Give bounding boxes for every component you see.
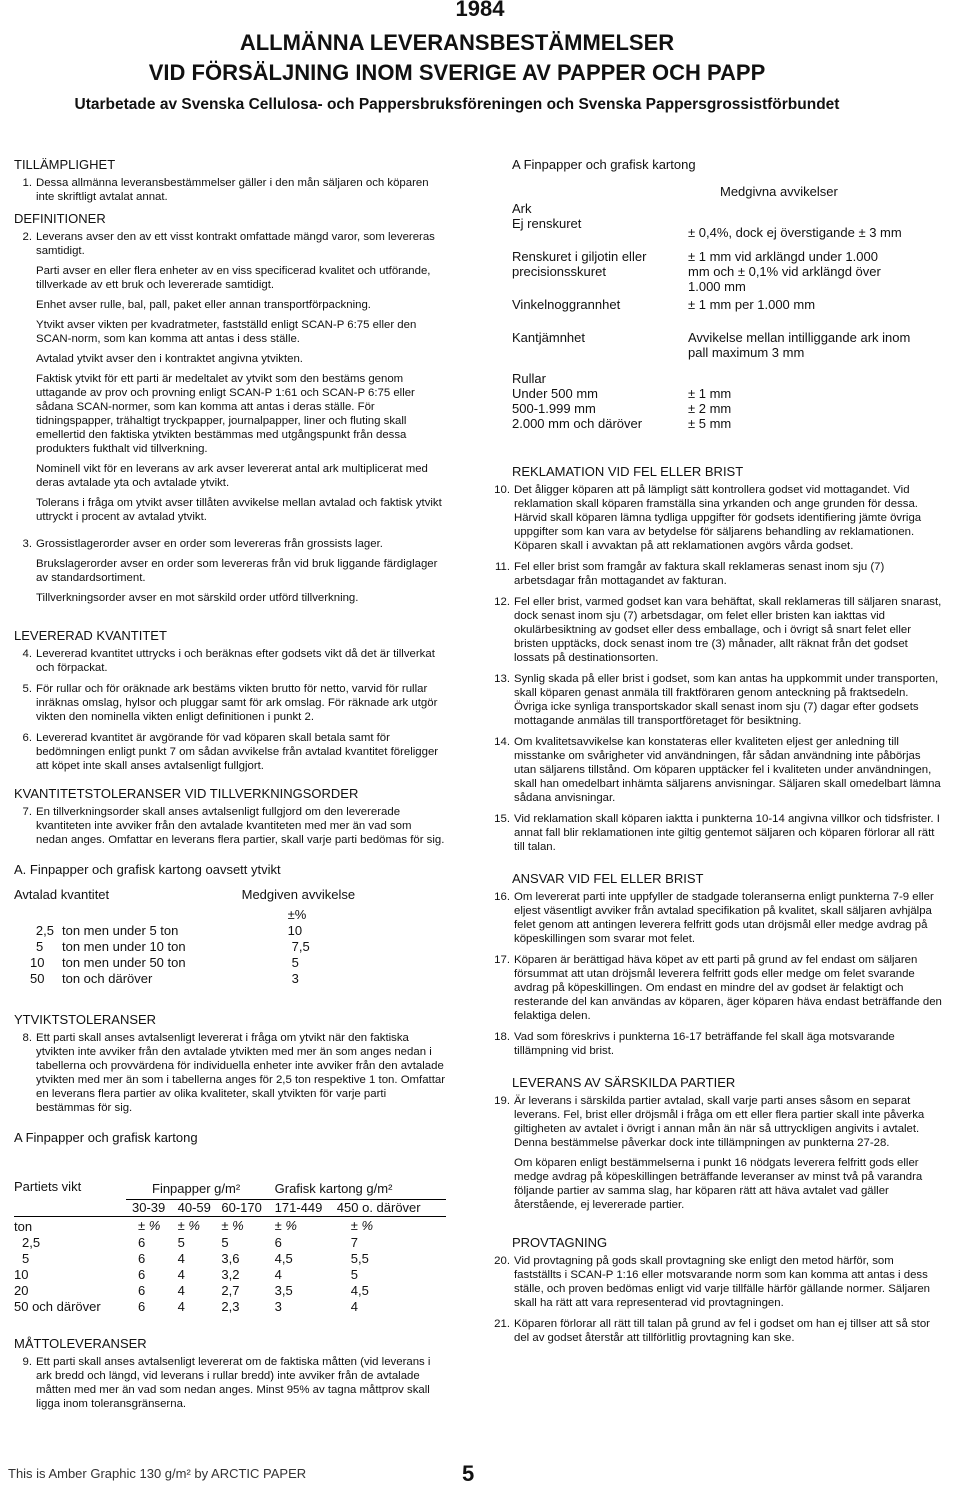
cell: 4 xyxy=(177,1282,185,1298)
right-column xyxy=(492,158,942,1352)
cell: 4 xyxy=(177,1266,185,1282)
def-ytvikt: Ytvikt avser vikten per kvadratmeter, fastställd enligt SCAN-P 6:75 eller den SCAN-norm, som kan komma att antas i dess ställe. xyxy=(36,319,417,345)
cell: ton men under 5 ton xyxy=(62,923,179,938)
col-header: Medgivna avvikelser xyxy=(720,184,838,199)
clause-text: Vad som föreskrivs i punkterna 16-17 beträffande fel skall äga motsvarande tillämpning vid brist. xyxy=(514,1031,895,1057)
cell: 6 xyxy=(274,1234,282,1250)
row-group-label: Rullar xyxy=(512,371,546,386)
cell: 2,3 xyxy=(221,1298,240,1314)
cell: ± % xyxy=(274,1217,297,1233)
cell: ± % xyxy=(177,1217,200,1233)
clause-15: 15. Vid reklamation skall köparen iaktta i punkterna 10-14 angivna villkor och tidsfrister. I annat fall blir reklamationen inte giltig gentemot säljaren och köparen förlorar all rätt till talan. xyxy=(492,812,942,854)
heading-tillamplighet: TILLÄMPLIGHET xyxy=(14,157,116,172)
clause-text: Köparen förlorar all rätt till talan på grund av fel i godset om han ej tillser att så stor del av godset återstår att tillförlitlig provtagning kan ske. xyxy=(514,1318,930,1344)
range-cell: 171-449 xyxy=(275,1199,337,1216)
clause-5: 5. För rullar och för oräknade ark bestäms vikten brutto för netto, varvid för rullar inräknas omslag, hylsor och pluggar samt för ark omslag. För räknade ark utgör vikten den nominella vikten enligt definitionen i punkt 2. xyxy=(14,682,446,724)
table-row xyxy=(14,1299,446,1315)
clause-text: Fel eller brist, varmed godset kan vara behäftat, skall reklameras till säljaren snarast, dock senast inom sju (7) arbetsdagar, om felet eller bristen kan iakttas vid okulärbesiktning av godset eller dess emballage, och i övrigt så snart felet eller bristen upptäcks, dock senast inom tre (3) månader, allt räknat från det godset lossats på destinationsorten. xyxy=(514,596,942,664)
cell: 6 xyxy=(138,1266,146,1282)
table-row xyxy=(14,1216,446,1235)
cell: ± 0,4%, dock ej överstigande ± 3 mm xyxy=(688,225,902,240)
cell: Ej renskuret xyxy=(512,216,582,231)
def-tillverkningsorder: Tillverkningsorder avser en mot särskild order utförd tillverkning. xyxy=(36,592,359,604)
cell: 6 xyxy=(138,1282,146,1298)
cell: 2,5 xyxy=(35,923,54,938)
table-row xyxy=(512,401,942,416)
cell: 4 xyxy=(350,1298,359,1314)
cell: Kantjämnhet xyxy=(512,330,585,345)
heading-mattoleveranser: MÅTTOLEVERANSER xyxy=(14,1335,147,1351)
def-avtalad-ytvikt: Avtalad ytvikt avser den i kontraktet angivna ytvikten. xyxy=(36,353,303,365)
heading-reklamation: REKLAMATION VID FEL ELLER BRIST xyxy=(512,464,744,479)
clause-17: 17. Köparen är berättigad häva köpet av ett parti på grund av fel endast om säljaren försummat att utan dröjsmål leverera felfritt gods eller medge om felet svarande avdrag på köpeskillingen. Om endast en mindre del av godset är felaktigt och resterande del kan användas av köparen, äger köparen häva endast beträffande den felaktiga delen. xyxy=(494,954,942,1022)
cell: 3,5 xyxy=(274,1282,293,1298)
col-header: Finpapper g/m² xyxy=(152,1180,241,1196)
clause-14: 14. Om kvalitetsavvikelse kan konstateras eller kvaliteten eljest ger anledning till misstanke om svårigheter vid användningen, får sådan användning inte påbörjas utan säljarens tillstånd. Om köparen upptäcker fel i kvaliteten under användningen, skall han omedelbart inhämta säljarens anvisningar. Säljaren skall omedelbart lämna sådana anvisningar. xyxy=(494,736,941,804)
clause-text: Fel eller brist som framgår av faktura skall reklameras senast inom sju (7) arbetsdagar från mottagandet av fakturan. xyxy=(514,561,885,587)
def-grossistlagerorder: Grossistlagerorder avser en order som levereras från grossists lager. xyxy=(36,538,383,550)
cell: 20 xyxy=(14,1282,29,1298)
table-row xyxy=(14,1267,446,1283)
cell: 10 xyxy=(30,955,45,970)
heading-definitioner: DEFINITIONER xyxy=(14,211,106,226)
range-cell: 30-39 xyxy=(126,1199,178,1216)
clause-text: För rullar och för oräknade ark bestäms vikten brutto för netto, varvid för rullar inräknas omslag, hylsor och pluggar samt för ark omslag. För räknade ark utgör vikten den nominella vikten enligt definitionen i punkt 2. xyxy=(36,683,438,723)
table-a-heading: A. Finpapper och grafisk kartong oavsett ytvikt xyxy=(14,862,281,877)
col-header: Grafisk kartong g/m² xyxy=(274,1180,393,1196)
clause-text: Om levererat parti inte uppfyller de stadgade toleranserna enligt punkterna 7-9 eller eljest väsentligt avviker från avtalad specifikation på kvalitet, skall säljaren avhjälpa felet genom att antingen leverera felfritt gods utan dröjsmål eller medge avdrag på köpeskillingen som svarar mot felet. xyxy=(514,891,934,945)
cell: 50 och däröver xyxy=(14,1298,101,1314)
page-title: ALLMÄNNA LEVERANSBESTÄMMELSER xyxy=(239,30,675,55)
def-enhet: Enhet avser rulle, bal, pall, paket eller annan transportförpackning. xyxy=(36,299,371,311)
cell: 5 xyxy=(291,955,299,970)
table-row xyxy=(14,1283,446,1299)
cell: ± 5 mm xyxy=(688,416,732,431)
cell: ± % xyxy=(221,1217,244,1233)
cell: 6 xyxy=(138,1250,146,1266)
table-row xyxy=(512,416,942,431)
heading-provtagning: PROVTAGNING xyxy=(512,1235,608,1250)
table-row xyxy=(512,297,942,330)
heading-ytviktstoleranser: YTVIKTSTOLERANSER xyxy=(14,1012,157,1027)
clause-10: 10. Det åligger köparen att på lämpligt sätt kontrollera godset vid mottagandet. Vid reklamation skall köparen framställa sina yrkanden och ange grunden för dessa. Härvid skall köparen lämna tydliga uppgifter för godsets identifiering jämte övriga uppgifter som kan vara av betydelse för säljarens behandling av reklamationen. Köparen skall i avvaktan på att reklamationen avgörs vårda godset. xyxy=(492,483,942,553)
def-brukslagerorder: Brukslagerorder avser en order som levereras från vid bruk liggande färdiglager av standardsortiment. xyxy=(36,558,438,584)
cell: Renskuret i giljotin eller precisionsskuret xyxy=(512,249,647,279)
table-row xyxy=(14,1251,446,1267)
clause-text: Levererad kvantitet uttrycks i och beräknas efter godsets vikt då det är tillverkat och förpackat. xyxy=(36,648,435,674)
cell: ± % xyxy=(138,1217,161,1233)
basis-weight-tolerance-table xyxy=(14,1179,446,1315)
cell: 5 xyxy=(177,1234,185,1250)
year: 1984 xyxy=(455,0,505,21)
cell: 5 xyxy=(350,1266,359,1282)
quantity-tolerance-table xyxy=(14,887,394,987)
table-row xyxy=(14,939,394,955)
clause-text: Är leverans i särskilda partier avtalad, skall varje parti anses såsom en separat leverans. Fel, brist eller dröjsmål i fråga om ett eller flera partier skall inte påverka giltigheten av avtalet i övrigt i annan mån än när så uttryckligen angivits i avtalet. Denna bestämmelse påverkar dock inte tillämpningen av punkterna 27-28. xyxy=(514,1095,925,1149)
clause-text: Om köparen enligt bestämmelserna i punkt 16 nödgats leverera felfritt gods eller medge avdrag på köpeskillingen beträffande leveranser av minst två på varandra följande partier av samma slag, har köparen rätt att häva avtalet vad gäller återstående, ej levererade partier. xyxy=(514,1157,923,1211)
cell: 50 xyxy=(30,971,45,986)
cell: 500-1.999 mm xyxy=(512,401,596,416)
def-leverans: Leverans avser den av ett visst kontrakt omfattade mängd varor, som levereras samtidigt. xyxy=(36,231,435,257)
def-nominell-vikt: Nominell vikt för en leverans av ark avser levererat antal ark multiplicerat med deras avtalade yta och avtalade ytvikt. xyxy=(36,463,428,489)
cell: Avvikelse mellan intilliggande ark inom pall maximum 3 mm xyxy=(688,330,911,360)
clause-text: Synlig skada på eller brist i godset, som kan antas ha uppkommit under transporten, skall köparen genast anmäla till fraktföraren genom anteckning på fraktsedeln. Övriga icke synliga transportskador skall senast inom sju (7) dagar efter godsets mottagande anmälas till transportföretaget för besiktning. xyxy=(514,673,939,727)
row-group-label: Ark xyxy=(512,201,532,216)
cell: 6 xyxy=(138,1234,146,1250)
heading-kvantitetstoleranser: KVANTITETSTOLERANSER VID TILLVERKNINGSORDER xyxy=(14,786,359,801)
cell: 3,2 xyxy=(221,1266,240,1282)
cell: ± % xyxy=(350,1217,374,1233)
cell: 10 xyxy=(14,1266,29,1282)
cell: ton xyxy=(14,1218,33,1234)
cell: 10 xyxy=(287,923,303,938)
unit-label: ±% xyxy=(287,907,307,922)
cell: ± 1 mm vid arklängd under 1.000 mm och ± 0,1% vid arklängd över 1.000 mm xyxy=(688,249,881,294)
clause-20: 20. Vid provtagning på gods skall provtagning ske enligt den metod härför, som fastställts i SCAN-P 1:16 eller motsvarande norm som kan komma att antas i dess ställe, och proven bedömas enligt vid varje tillfälle härför gällande normer. Säljaren skall ha rätt att vara representerad vid provtagningen. xyxy=(492,1254,942,1310)
cell: 7 xyxy=(350,1234,359,1250)
cell: 2,7 xyxy=(221,1282,240,1298)
table-row xyxy=(512,249,942,297)
clause-text: Om kvalitetsavvikelse kan konstateras eller kvaliteten eljest ger anledning till misstanke om svårigheter vid användningen, får sådan användning inte påbörjas utan säljarens tillstånd. Om köparen upptäcker fel i kvaliteten under användningen, skall han omedelbart inhämta säljarens anvisningar. Säljaren skall omedelbart lämna sådana anvisningar. xyxy=(514,736,941,804)
clause-text: Vid reklamation skall köparen iaktta i punkterna 10-14 angivna villkor och tidsfrister. I annat fall blir reklamationen inte giltig gentemot säljaren och köparen förlorar all rätt till talan. xyxy=(514,813,940,853)
clause-13: 13. Synlig skada på eller brist i godset, som kan antas ha uppkommit under transporten, skall köparen genast anmäla till fraktföraren genom anteckning på fraktsedeln. Övriga icke synliga transportskador skall senast inom sju (7) dagar efter godsets mottagande anmälas till transportföretaget för besiktning. xyxy=(492,672,942,728)
cell: 4 xyxy=(274,1266,282,1282)
cell: 6 xyxy=(138,1298,146,1314)
clause-19: 19. Är leverans i särskilda partier avtalad, skall varje parti anses såsom en separat leverans. Fel, brist eller dröjsmål i fråga om ett eller flera partier skall inte påverka giltigheten av avtalet i övrigt i annan mån än när så uttryckligen angivits i avtalet. Denna bestämmelse påverkar dock inte tillämpningen av punkterna 27-28. Om köparen enligt bestämmelserna i punkt 16 nödgats leverera felfritt gods eller medge avdrag på köpeskillingen beträffande leveranser av minst två på varandra följande partier av samma slag, har köparen rätt att häva avtalet vad gäller återstående, ej levererade partier. xyxy=(492,1094,942,1218)
clause-text: Dessa allmänna leveransbestämmelser gäller i den mån säljaren och köparen inte skriftligt avtalat annat. xyxy=(36,177,429,203)
cell: 3 xyxy=(274,1298,282,1314)
table-row xyxy=(512,330,942,371)
footer-note: This is Amber Graphic 130 g/m² by ARCTIC PAPER xyxy=(8,1466,307,1481)
cell: 3,6 xyxy=(221,1250,240,1266)
cell: ton och däröver xyxy=(62,971,153,986)
page-title-line2: VID FÖRSÄLJNING INOM SVERIGE AV PAPPER OCH PAPP xyxy=(148,60,766,85)
cell: 2.000 mm och däröver xyxy=(512,416,643,431)
col-header: Avtalad kvantitet xyxy=(14,887,110,902)
table-row xyxy=(14,971,394,987)
clause-text: En tillverkningsorder skall anses avtalsenligt fullgjord om den levererade kvantiteten inte avviker från den avtalade kvantiteten med mer än vad som nedan anges. Omfattar en leverans flera partier, skall varje parti bedömas för sig. xyxy=(36,806,445,846)
clause-text: Det åligger köparen att på lämpligt sätt kontrollera godset vid mottagandet. Vid reklamation skall köparen framställa sina yrkanden och ange grunden för dessa. Härvid skall köparen lämna tydliga uppgifter för godsets identifiering jämte övriga uppgifter som kan vara av betydelse för säljarens behandling av reklamationen. Köparen skall i avvaktan på att reklamationen avgörs vårda godset. xyxy=(514,484,922,552)
clause-18: 18. Vad som föreskrivs i punkterna 16-17 beträffande fel skall äga motsvarande tillämpning vid brist. xyxy=(492,1030,942,1058)
cell: 4 xyxy=(177,1250,185,1266)
cell: 5 xyxy=(221,1234,229,1250)
clause-text: Levererad kvantitet är avgörande för vad köparen skall betala samt för bedömningen enligt punkt 7 om sådan avvikelse från avtalad kvantitet föreligger att köpet inte skall anses avtalsenligt fullgjort. xyxy=(36,732,439,772)
range-cell: 60-170 xyxy=(221,1199,274,1216)
clause-text: Vid provtagning på gods skall provtagning ske enligt den metod härför, som fastställts i SCAN-P 1:16 eller motsvarande norm som kan komma att antas i dess ställe, och proven bedömas enligt vid varje tillfälle härför gällande normer. Säljaren skall ha rätt att vara representerad vid provtagningen. xyxy=(514,1255,930,1309)
cell: 4,5 xyxy=(274,1250,293,1266)
cell: ton men under 50 ton xyxy=(62,955,186,970)
col-header: Partiets vikt xyxy=(14,1179,82,1194)
cell: 5 xyxy=(22,1250,30,1266)
def-parti: Parti avser en eller flera enheter av en viss specificerad kvalitet och utförande, tillverkade av ett bruk och levererade samtidigt. xyxy=(36,265,431,291)
clause-text: Ett parti skall anses avtalsenligt levererat om de faktiska måtten (vid leverans i ark bredd och längd, vid leverans i rullar bredd) inte avviker från de avtalade måtten med mer än vad som nedan anges. Minst 95% av tagna måttprov skall ligga inom toleransgränserna. xyxy=(36,1355,431,1410)
cell: ton men under 10 ton xyxy=(62,939,186,954)
clause-11: 11. Fel eller brist som framgår av faktura skall reklameras senast inom sju (7) arbetsdagar från mottagandet av fakturan. xyxy=(492,560,942,588)
table-b-heading: A Finpapper och grafisk kartong xyxy=(14,1130,198,1145)
cell: Vinkelnoggrannhet xyxy=(512,297,621,312)
left-column xyxy=(14,158,446,1418)
table-row xyxy=(14,1235,446,1251)
page-number: 5 xyxy=(462,1461,475,1486)
clause-8: 8. Ett parti skall anses avtalsenligt levererat i fråga om ytvikt när den faktiska ytvikten inte avviker från den avtalade ytvikten med mer än som anges nedan i tabellerna och provvärdena för individuella enheter inte avviker från den avtalade ytvikten med mer än som i tabellerna anges för 2,5 ton respektive 1 ton. Omfattar en leverans flera partier av olika kvaliteter, skall ytvikten för varje parti bestämmas för sig. xyxy=(22,1032,445,1114)
cell: 4,5 xyxy=(350,1282,369,1298)
cell: 4 xyxy=(177,1298,185,1314)
table-row xyxy=(14,923,394,939)
cell: 2,5 xyxy=(22,1234,41,1250)
range-cell: 450 o. däröver xyxy=(337,1199,446,1216)
clause-text: Köparen är berättigad häva köpet av ett parti på grund av fel endast om säljaren försummat att utan dröjsmål leverera felfritt gods eller medge om felet svarande avdrag på köpeskillingen. Om endast en mindre del av godset är felaktigt och resterande del kan användas av köparen, äger köparen häva endast beträffande den felaktiga delen. xyxy=(514,954,942,1022)
clause-7: 7. En tillverkningsorder skall anses avtalsenligt fullgjord om den levererade kvantiteten inte avviker från den avtalade kvantiteten med mer än vad som nedan anges. Omfattar en leverans flera partier, skall varje parti bedömas för sig. xyxy=(22,806,445,846)
def-faktisk-ytvikt: Faktisk ytvikt för ett parti är medeltalet av ytvikt som den bestäms genom uttagande av prov och provning enligt SCAN-P 1:61 och SCAN-P 6:75 eller sådana SCAN-normer, som kan komma att antas i deras ställe. För tidningspapper, trähaltigt tryckpapper, journalpapper, liner och fluting skall emellertid den faktiska ytvikten bestämmas med utgångspunkt från dessa produkters fukthalt vid tillverkning. xyxy=(36,373,415,455)
clause-9: 9. Ett parti skall anses avtalsenligt levererat om de faktiska måtten (vid leverans i ark bredd och längd, vid leverans i rullar bredd) inte avviker från de avtalade måtten med mer än vad som nedan anges. Minst 95% av tagna måttprov skall ligga inom toleransgränserna. xyxy=(14,1355,446,1411)
cell: 7,5 xyxy=(291,939,310,954)
clause-21: 21. Köparen förlorar all rätt till talan på grund av fel i godset om han ej tillser att så stor del av godset återstår att tillförlitlig provtagning kan ske. xyxy=(492,1317,942,1345)
clause-12: 12. Fel eller brist, varmed godset kan vara behäftat, skall reklameras till säljaren snarast, dock senast inom sju (7) arbetsdagar, om felet eller bristen kan iakttas vid okulärbesiktning av godset eller dess emballage, och i övrigt så snart felet eller bristen upptäcks, dock senast inom tre (3) månader, allt räknat från det godset lossats på destinationsorten. xyxy=(494,596,942,664)
cell: ± 1 mm xyxy=(688,386,732,401)
def-tolerans: Tolerans i fråga om ytvikt avser tillåten avvikelse mellan avtalad och faktisk ytvikt uttryckt i procent av avtalad ytvikt. xyxy=(36,497,442,523)
cell: 5 xyxy=(36,939,44,954)
clause-2: 2. Leverans avser den av ett visst kontrakt omfattade mängd varor, som levereras samtidigt. Parti avser en eller flera enheter av en viss specificerad kvalitet och utförande, tillverkade av ett bruk och levererade samtidigt. Enhet avser rulle, bal, pall, paket eller annan transportförpackning. Ytvikt avser vikten per kvadratmeter, fastställd enligt SCAN-P 6:75 eller den SCAN-norm, som kan komma att antas i dess ställe. Avtalad ytvikt avser den i kontraktet angivna ytvikten. Faktisk ytvikt för ett parti är medeltalet av ytvikt som den bestäms genom uttagande av prov och provning enligt SCAN-P 1:61 och SCAN-P 6:75 eller sådana SCAN-normer, som kan komma att antas i deras ställe. För tidningspapper, trähaltigt tryckpapper, journalpapper, liner och fluting skall emellertid den faktiska ytvikten bestämmas med utgångspunkt från dessa produkters fukthalt vid tillverkning. Nominell vikt för en leverans av ark avser levererat antal ark multiplicerat med deras avtalade yta och avtalade ytvikt. Tolerans i fråga om ytvikt avser tillåten avvikelse mellan avtalad och faktisk ytvikt uttryckt i procent av avtalad ytvikt. xyxy=(14,230,446,530)
cell: ± 1 mm per 1.000 mm xyxy=(688,297,816,312)
clause-4: 4. Levererad kvantitet uttrycks i och beräknas efter godsets vikt då det är tillverkat och förpackat. xyxy=(14,647,446,675)
clause-6: 6. Levererad kvantitet är avgörande för vad köparen skall betala samt för bedömningen enligt punkt 7 om sådan avvikelse från avtalad kvantitet föreligger att köpet inte skall anses avtalsenligt fullgjort. xyxy=(14,731,446,773)
clause-16: 16. Om levererat parti inte uppfyller de stadgade toleranserna enligt punkterna 7-9 eller eljest väsentligt avviker från avtalad specifikation på kvalitet, skall säljaren avhjälpa felet genom att antingen leverera felfritt gods utan dröjsmål eller medge avdrag på köpeskillingen som svarar mot felet. xyxy=(492,890,942,946)
table-row xyxy=(512,386,942,401)
cell: Under 500 mm xyxy=(512,386,598,401)
table-c-heading: A Finpapper och grafisk kartong xyxy=(512,157,696,172)
heading-levererad-kvantitet: LEVERERAD KVANTITET xyxy=(14,628,167,643)
clause-3: 3. Grossistlagerorder avser en order som levereras från grossists lager. Brukslagerorder avser en order som levereras från vid bruk liggande färdiglager av standardsortiment. Tillverkningsorder avser en mot särskild order utförd tillverkning. xyxy=(14,537,446,611)
clause-1: 1. Dessa allmänna leveransbestämmelser gäller i den mån säljaren och köparen inte skriftligt avtalat annat. xyxy=(14,176,446,204)
table-row xyxy=(14,955,394,971)
col-header: Medgiven avvikelse xyxy=(241,887,356,902)
heading-leverans-sarskilda-partier: LEVERANS AV SÄRSKILDA PARTIER xyxy=(512,1075,736,1090)
table-row xyxy=(512,216,942,249)
clause-text: Ett parti skall anses avtalsenligt levererat i fråga om ytvikt när den faktiska ytvikten inte avviker från den avtalade ytvikten med mer än som anges nedan i tabellerna och provvärdena för individuella enheter inte avviker från den avtalade ytvikten med mer än som i tabellerna anges för 2,5 ton respektive 1 ton. Omfattar en leverans flera partier av olika kvaliteter, skall ytvikten för varje parti bestämmas för sig. xyxy=(36,1032,445,1114)
cell: 3 xyxy=(291,971,299,986)
page-subtitle: Utarbetade av Svenska Cellulosa- och Pappersbruksföreningen och Svenska Pappersgrossistförbundet xyxy=(74,96,840,113)
cell: 5,5 xyxy=(350,1250,369,1266)
cell: ± 2 mm xyxy=(688,401,732,416)
heading-ansvar: ANSVAR VID FEL ELLER BRIST xyxy=(512,871,704,886)
range-cell: 40-59 xyxy=(178,1199,222,1216)
dimension-tolerance-table xyxy=(512,184,942,431)
